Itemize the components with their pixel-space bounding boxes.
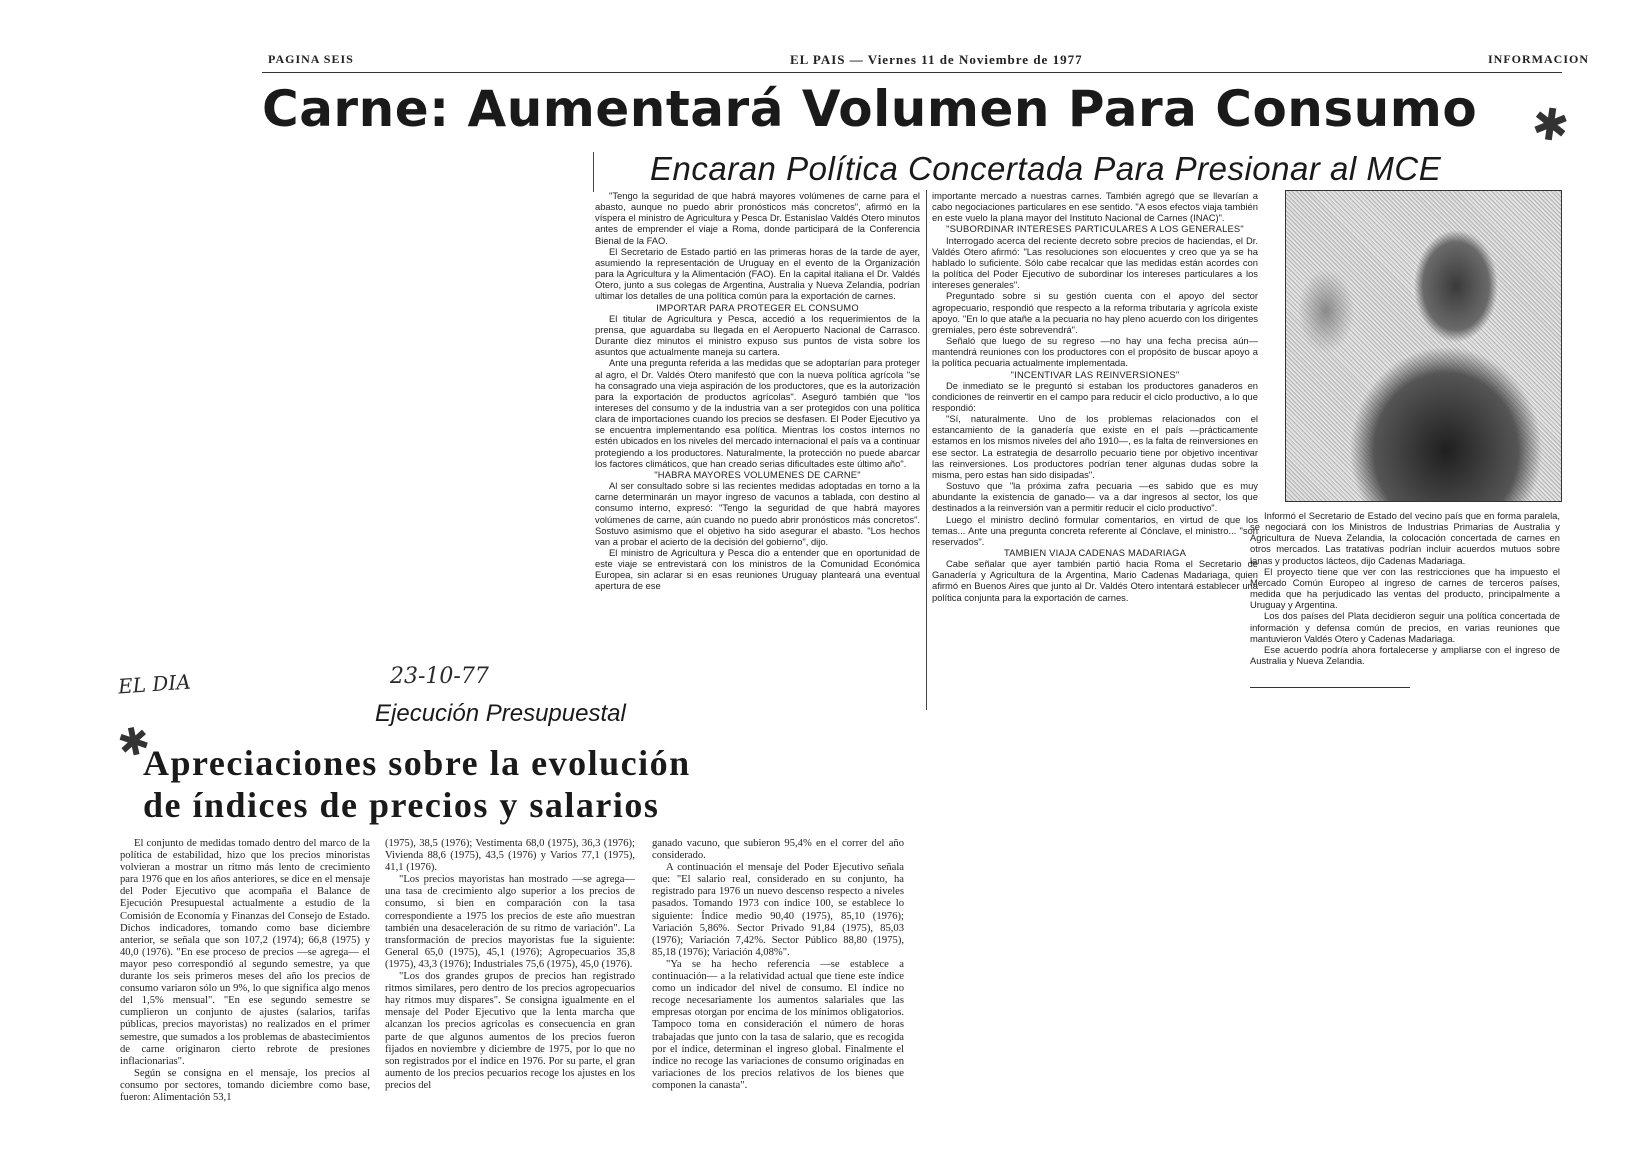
photo-caption-text [1250,510,1560,690]
paragraph: El Secretario de Estado partió en las primeras horas de la tarde de ayer, asumiendo la representación de Uruguay en el evento de la Organización para la Agricultura y la Alimentación (FAO). En la capital italiana el Dr. Valdés Otero, junto a sus colegas de Argentina, Australia y Nueva Zelandia, podrían ultimar los detalles de una política común para la exportación de carnes. [595,245,920,302]
article2-headline-line1: Apreciaciones sobre la evolución [143,743,691,783]
paragraph: De inmediato se le preguntó si estaban los productores ganaderos en condiciones de reinvertir en el campo para reducir el ciclo productivo, a lo que respondió: [932,379,1258,413]
column-rule [926,190,927,710]
paragraph: Cabe señalar que ayer también partió hacia Roma el Secretario de Ganadería y Agricultura de la Argentina, Mario Cadenas Madariaga, quien afirmó en Buenos Aires que junto al Dr. Valdés Otero intentará establecer una política conjunta para la exportación de carnes. [932,558,1258,603]
article2-column-3 [652,838,904,1133]
paragraph: importante mercado a nuestras carnes. También agregó que se llevarían a cabo negociaciones particulares en ese sentido. "A esos efectos viaja también en este vuelo la plana mayor del Instituto Nacional de Carnes (INAC)". [932,190,1258,224]
article2-headline [143,742,691,826]
paragraph: "Ya se ha hecho referencia —se establece a continuación— a la relatividad actual que tiene este índice como un indicador del nivel de consumo. El índice no recoge necesariamente los aumentos salariales que las empresas otorgan por encima de los mínimos obligatorios. Tampoco toma en consideración el número de horas trabajadas que junto con la tasa de salario, que es recogida por el índice, determinan el ingreso global. Finalmente el índice no recoge las variaciones de consumo originadas en variaciones de los precios relativos de los bienes que componen la canasta". [652,958,904,1091]
paragraph: "Sí, naturalmente. Uno de los problemas relacionados con el estancamiento de la ganadería que existe en el país —prácticamente estamos en los mismos niveles del año 1910—, es la falta de reinversiones en ese sector. La estrategia de desarrollo pecuario tiene por objetivo incentivar las reinversiones. Los productores podrían tener algunas dudas sobre la misma, pero estas han sido disipadas". [932,413,1258,480]
minister-photo [1285,190,1562,502]
article2-kicker: Ejecución Presupuestal [375,700,626,727]
article1-column-2 [932,190,1258,700]
asterisk-mark-icon: ✱ [113,717,155,767]
article1-column-1 [595,190,920,710]
column-rule [593,152,594,192]
masthead-rule [262,72,1562,73]
paragraph: "Tengo la seguridad de que habrá mayores volúmenes de carne para el abasto, aunque no puedo abrir pronósticos más concretos", afirmó en la víspera el ministro de Agricultura y Pesca Dr. Estanislao Valdés Otero minutos antes de emprender el viaje a Roma, donde participará de la Conferencia Bienal de la FAO. [595,190,920,246]
paragraph: Al ser consultado sobre si las recientes medidas adoptadas en torno a la carne determinarán un mayor ingreso de vacunos a tablada, con destino al consumo interno, expresó: "Tengo la seguridad de que habrá mayores volúmenes de carne, aún cuando no puedo abrir pronósticos más concretos". Sostuvo asimismo que el objetivo ha sido asegurar el abasto. "Los hechos van a probar el acierto de la decisión del gobierno", dijo. [595,480,920,547]
section-label: INFORMACION [1488,52,1589,66]
handwritten-date: 23-10-77 [390,664,489,689]
paragraph: "Los dos grandes grupos de precios han registrado ritmos similares, pero dentro de los precios agropecuarios hay ritmos muy dispares". Se consigna igualmente en el mensaje del Poder Ejecutivo que la lenta marcha que alcanzan los precios agrícolas es consecuencia en gran parte de que algunos aumentos de los precios fueron fijados en noviembre y diciembre de 1975, por lo que no son registrados por el índice en 1976. Por su parte, el gran aumento de los precios pecuarios recoge los ajustes en los precios del [385,971,635,1091]
paragraph: ganado vacuno, que subieron 95,4% en el correr del año considerado. [652,838,904,862]
paragraph: El ministro de Agricultura y Pesca dio a entender que en oportunidad de este viaje se entrevistará con los ministros de la Comunidad Económica Europea, sin aclarar si en esas reuniones Uruguay planteará una eventual apertura de ese [595,547,920,592]
paragraph: Preguntado sobre si su gestión cuenta con el apoyo del sector agropecuario, respondió que respecto a la reforma tributaria y agrícola existe apoyo. "En lo que atañe a la pecuaria no hay pleno acuerdo con los dirigentes gremiales, pero éste sobrevendrá". [932,290,1258,335]
article2-column-1 [120,838,370,1133]
page-label: PAGINA SEIS [268,52,354,66]
subhead: "SUBORDINAR INTERESES PARTICULARES A LOS GENERALES" [946,223,1244,235]
article2-column-2 [385,838,635,1133]
paragraph: Según se consigna en el mensaje, los precios al consumo por sectores, tomando diciembre como base, fueron: Alimentación 53,1 [120,1067,370,1103]
paragraph: El conjunto de medidas tomado dentro del marco de la política de estabilidad, hizo que los precios minoristas volvieran a mostrar un ritmo más lento de crecimiento para 1976 que en los años anteriores, se dice en el mensaje del Poder Ejecutivo que acompaña el Balance de Ejecución Presupuestal actualmente a estudio de la Comisión de Economía y Finanzas del Consejo de Estado. Dichos indicadores, tomando como base diciembre anterior, se señala que son 107,2 (1974); 66,8 (1975) y 40,0 (1976). "En ese proceso de precios —se agrega— el mayor peso correspondió al segundo semestre, ya que durante los seis primeros meses del año los precios de consumo variaron sólo un 9%, lo que significa algo menos del 1,5% mensual". "En ese segundo semestre se cumplieron un conjunto de ajustes (salarios, tarifas públicas, precios mayoristas) no realizados en el primer semestre, que sumados a los problemas de abastecimientos de carne originaron cierto rebrote de presiones inflacionarias". [120,838,370,1067]
paragraph: Sostuvo que "la próxima zafra pecuaria —es sabido que es muy abundante la existencia de ganado— va a dar ingresos al sector, los que destinados a la reinversión van a permitir reducir el ciclo productivo". [932,480,1258,514]
subhead: TAMBIEN VIAJA CADENAS MADARIAGA [1003,547,1187,558]
asterisk-mark-icon: ✱ [1528,97,1573,154]
main-headline: Carne: Aumentará Volumen Para Consumo [262,80,1478,138]
paragraph: El proyecto tiene que ver con las restricciones que ha impuesto el Mercado Común Europeo al ingreso de carnes de terceros países, medida que ha perjudicado las ventas del producto, principalmente a Uruguay y Argentina. [1250,565,1560,611]
subhead: "HABRA MAYORES VOLUMENES DE CARNE" [654,468,861,480]
paragraph: El titular de Agricultura y Pesca, accedió a los requerimientos de la prensa, que aguardaba su llegada en el Aeropuerto Nacional de Carrasco. Durante diez minutos el ministro expuso sus puntos de vista sobre los asuntos que actualmente maneja su cartera. [595,312,920,358]
paragraph: (1975), 38,5 (1976); Vestimenta 68,0 (1975), 36,3 (1976); Vivienda 88,6 (1975), 43,5 (1976) y Varios 77,1 (1975), 41,1 (1976). [385,838,635,874]
newspaper-dateline: EL PAIS — Viernes 11 de Noviembre de 1977 [790,52,1083,67]
end-rule [1250,687,1410,688]
paragraph: Ese acuerdo podría ahora fortalecerse y ampliarse con el ingreso de Australia y Nueva Zelandia. [1250,643,1560,667]
subhead: "INCENTIVAR LAS REINVERSIONES" [1010,368,1180,380]
paragraph: Señaló que luego de su regreso —no hay una fecha precisa aún— mantendrá reuniones con los productores con el propósito de buscar apoyo a la política pecuaria actualmente implementada. [932,335,1258,369]
subhead: IMPORTAR PARA PROTEGER EL CONSUMO [656,301,859,313]
paragraph: Los dos países del Plata decidieron seguir una política concertada de información y defensa común de precios, en varias reuniones que mantuvieron Valdés Otero y Cadenas Madariaga. [1250,610,1560,644]
paragraph: Interrogado acerca del reciente decreto sobre precios de haciendas, el Dr. Valdés Otero afirmó: "Las resoluciones son elocuentes y creo que ya se ha hablado lo suficiente. Sólo cabe recalcar que las medidas están acordes con la política del Poder Ejecutivo de subordinar los intereses particulares a los intereses generales". [932,234,1258,291]
paragraph: A continuación el mensaje del Poder Ejecutivo señala que: "El salario real, considerado en su conjunto, ha registrado para 1976 un nuevo descenso respecto a niveles pasados. Tomando 1973 con índice 100, se establece lo siguiente: Índice medio 90,40 (1975), 85,10 (1976); Variación 5,86%. Sector Privado 91,84 (1975), 85,03 (1976); Variación 7,42%. Sector Público 88,80 (1975), 85,18 (1976); Variación 4,08%". [652,862,904,958]
paragraph: Ante una pregunta referida a las medidas que se adoptarían para proteger al agro, el Dr. Valdés Otero manifestó que con la nueva política agrícola "se ha consagrado una vieja aspiración de los productores, que es la autorización para la exportación de productos agrícolas". Aseguró también que "los intereses del consumo y de la industria van a ser protegidos con una política clara de importaciones cuando los precios se desfasen. El Poder Ejecutivo ya se encuentra implementando esa política. Mientras los costos internos no estén ubicados en los niveles del mercado internacional el país va a continuar protegiendo a los productores. Naturalmente, la protección no puede abarcar los factores climáticos, que han creado serias dificultades este último año". [595,357,920,469]
paragraph: Luego el ministro declinó formular comentarios, en virtud de que los temas... Ante una pregunta concreta referente al Cónclave, el ministro... "son reservados". [932,513,1258,547]
main-subheadline: Encaran Política Concertada Para Presionar al MCE [650,150,1442,187]
article2-headline-line2: de índices de precios y salarios [143,785,660,825]
paragraph: "Los precios mayoristas han mostrado —se agrega— una tasa de crecimiento algo superior a los precios de consumo, si bien en comparación con la tasa correspondiente a 1975 los precios de este año muestran también una desaceleración de su ritmo de variación". La transformación de precios mayoristas fue la siguiente: General 65,0 (1975), 45,1 (1976); Agropecuarios 35,8 (1975), 43,3 (1976); Industriales 75,6 (1975), 45,0 (1976). [385,874,635,970]
handwritten-source: EL DIA [117,669,192,699]
paragraph: Informó el Secretario de Estado del vecino país que en forma paralela, se negociará con los Ministros de Industrias Primarias de Australia y Agricultura de Nueva Zelandia, la colocación concertada de carnes en otros mercados. Las tratativas podrían incluir acuerdos mutuos sobre lanas y productos lácteos, dijo Cadenas Madariaga. [1250,510,1560,566]
